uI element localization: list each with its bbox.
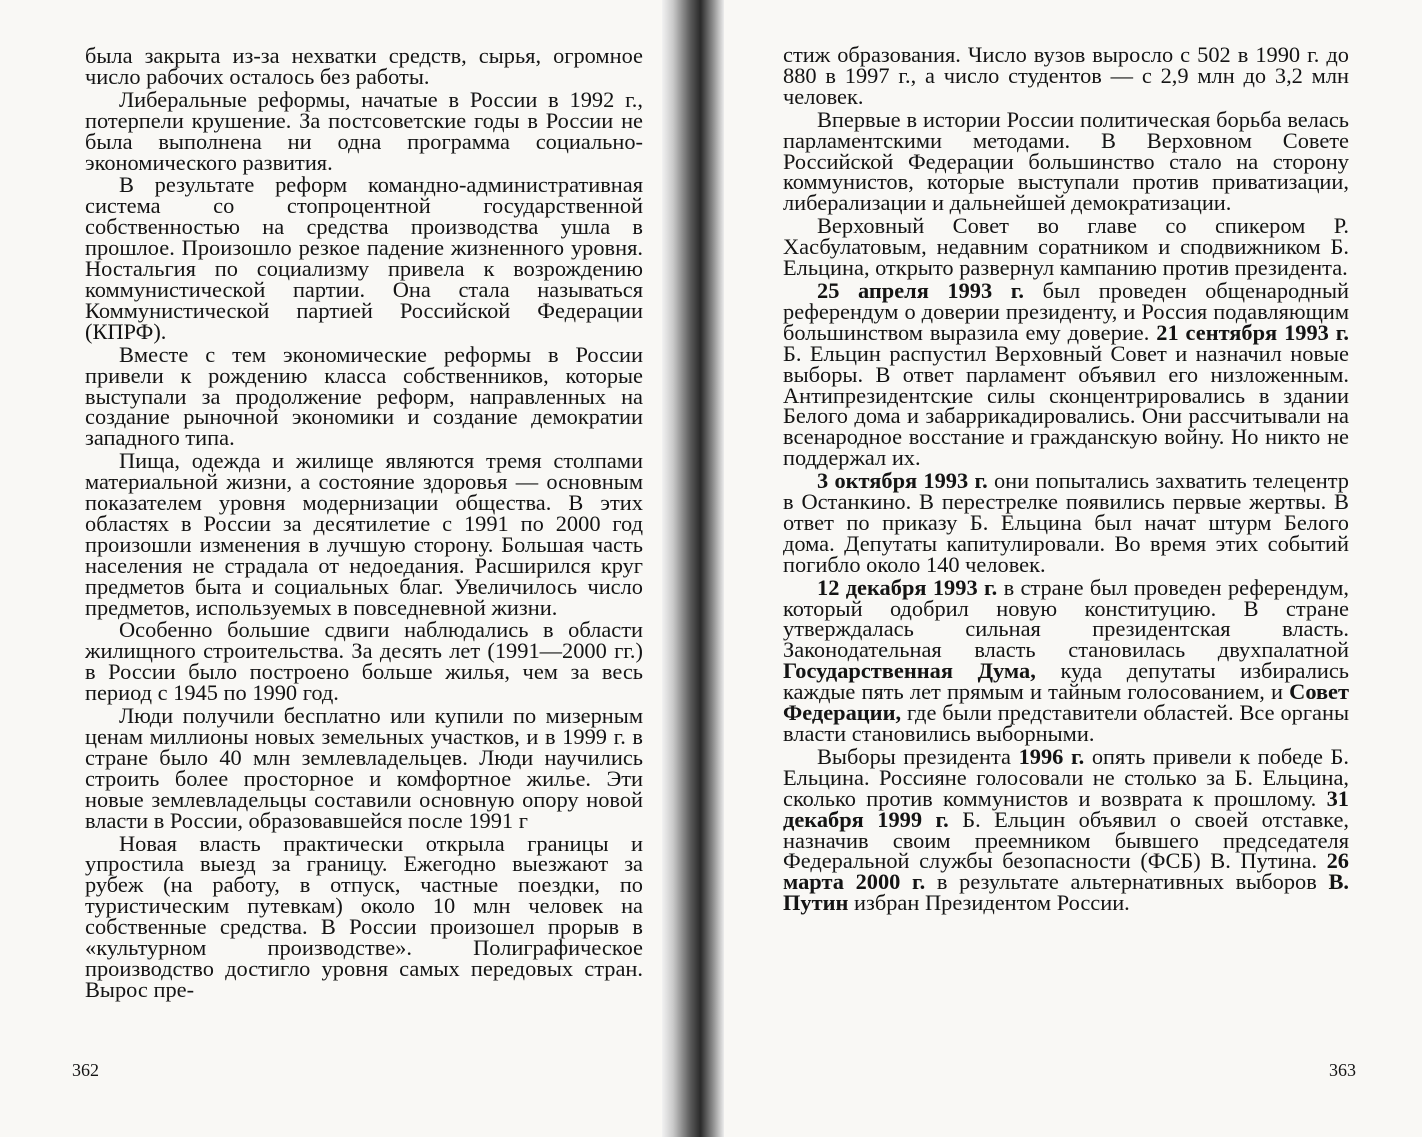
bold-date-or-term: 26 марта 2000 г.: [783, 848, 1349, 895]
bold-date-or-term: 3 октября 1993 г.: [817, 468, 988, 494]
text-run: Либеральные реформы, начатые в России в 1992 г., потерпели крушение. За постсоветские годы в России не была выполнена ни одна программа социально-экономического развития.: [85, 86, 643, 175]
bold-date-or-term: 1996 г.: [1018, 743, 1085, 769]
paragraph: [783, 743, 1349, 916]
text-run: куда депутаты избирались каждые пять лет прямым и тайным голосованием, и: [783, 658, 1349, 705]
right-page-text: [783, 42, 1350, 916]
bold-date-or-term: 12 декабря 1993 г.: [817, 574, 998, 600]
text-run: Б. Ельцин распустил Верховный Совет и назначил новые выборы. В ответ парламент объявил его низложенным. Антипрезидентские силы сконцентрировались в здании Белого дома и забаррикадировались. Они рассчитывали на всенародное восстание и гражданскую войну. Но никто не поддержал их.: [783, 340, 1349, 471]
book-gutter: [662, 0, 724, 1137]
paragraph: [783, 42, 1349, 109]
text-run: где были представители областей. Все органы власти становились выборными.: [783, 700, 1349, 746]
text-run: Новая власть практически открыла границы и упростила выезд за границу. Ежегодно выезжают за рубеж (на работу, в отпуск, частные поездки, по туристическим путевкам) около 10 млн человек на собственные средства. В России произошел прорыв в «культурном производстве». Полиграфическое производство достигло уровня самых передовых стран. Вырос пре-: [85, 830, 643, 1002]
text-run: опять привели к победе Б. Ельцина. Россияне голосовали не столько за Б. Ельцина, сколько против коммунистов и возврата к прошлому.: [783, 743, 1349, 811]
text-run: они попытались захватить телецентр в Останкино. В перестрелке появились первые жертвы. В ответ по приказу Б. Ельцина был начат штурм Белого дома. Депутаты капитулировали. Во время этих событий погибло около 140 человек.: [783, 468, 1350, 577]
bold-date-or-term: 31 декабря 1999 г.: [783, 785, 1349, 832]
text-run: Вместе с тем экономические реформы в России привели к рождению класса собственников, которые выступали за продолжение реформ, направленных на создание рыночной экономики и создание демократии западного типа.: [85, 341, 643, 451]
left-page-number: 362: [72, 1060, 99, 1080]
paragraph: [85, 830, 643, 1002]
paragraph: [783, 574, 1349, 746]
left-page-text: [85, 43, 643, 1002]
paragraph: [85, 617, 643, 706]
paragraph: [783, 468, 1350, 577]
text-run: был проведен общенародный референдум о доверии президенту, и Россия подавляющим большинством выразила ему доверие.: [783, 277, 1349, 345]
bold-date-or-term: В. Путин: [783, 869, 1349, 916]
paragraph: [783, 277, 1349, 471]
text-run: избран Президентом России.: [848, 890, 1130, 916]
text-run: Люди получили бесплатно или купили по мизерным ценам миллионы новых земельных участков, и в 1999 г. в стране было 40 млн землевладельцев. Люди научились строить более просторное и комфортное жилье. Эти новые землевладельцы составили основную опору новой власти в России, образовавшейся после 1991 г: [85, 703, 643, 833]
right-page: [724, 0, 1422, 1137]
text-run: была закрыта из-за нехватки средств, сырья, огромное число рабочих осталось без работы.: [85, 43, 643, 89]
paragraph: [85, 448, 643, 620]
bold-date-or-term: Совет Федерации,: [783, 679, 1349, 726]
paragraph: [783, 106, 1349, 216]
paragraph: [85, 172, 643, 344]
paragraph: [85, 341, 643, 451]
paragraph: [783, 213, 1349, 281]
right-page-number: 363: [1329, 1060, 1356, 1080]
text-run: Пища, одежда и жилище являются тремя столпами материальной жизни, а состояние здоровья — основным показателем уровня модернизации общества. В этих областях в России за десятилетие с 1991 по 2000 год произошли изменения в лучшую сторону. Большая часть населения не страдала от недоедания. Расширился круг предметов быта и социальных благ. Увеличилось число предметов, используемых в повседневной жизни.: [85, 448, 643, 620]
text-run: Верховный Совет во главе со спикером Р. Хасбулатовым, недавним соратником и сподвижником Б. Ельцина, открыто развернул кампанию против президента.: [783, 213, 1349, 281]
left-page: [0, 0, 662, 1137]
text-run: стиж образования. Число вузов выросло с 502 в 1990 г. до 880 в 1997 г., а число студентов — с 2,9 млн до 3,2 млн человек.: [783, 42, 1349, 109]
bold-date-or-term: 25 апреля 1993 г.: [817, 277, 1025, 303]
text-run: Особенно большие сдвиги наблюдались в области жилищного строительства. За десять лет (1991—2000 гг.) в России было построено больше жилья, чем за весь период с 1945 по 1990 год.: [85, 617, 643, 706]
text-run: Выборы президента: [817, 743, 1019, 769]
bold-date-or-term: 21 сентября 1993 г.: [1156, 319, 1349, 345]
bold-date-or-term: Государственная Дума,: [783, 658, 1036, 684]
paragraph: [85, 703, 643, 833]
paragraph: [85, 43, 643, 89]
paragraph: [85, 86, 643, 175]
text-run: Б. Ельцин объявил о своей отставке, назначив своим преемником бывшего председателя Федеральной службы безопасности (ФСБ) В. Путина.: [783, 806, 1349, 874]
text-run: в результате альтернативных выборов: [925, 869, 1329, 895]
text-run: В результате реформ командно-административная система со стопроцентной государственной собственностью на средства производства ушла в прошлое. Произошло резкое падение жизненного уровня. Ностальгия по социализму привела к возрождению коммунистической партии. Она стала называться Коммунистической партией Российской Федерации (КПРФ).: [85, 172, 643, 344]
text-run: в стране был проведен референдум, который одобрил новую конституцию. В стране утверждалась сильная президентская власть. Законодательная власть становилась двухпалатной: [783, 574, 1349, 663]
text-run: Впервые в истории России политическая борьба велась парламентскими методами. В Верховном Совете Российской Федерации большинство стало на сторону коммунистов, которые выступали против приватизации, либерализации и дальнейшей демократизации.: [783, 106, 1349, 216]
